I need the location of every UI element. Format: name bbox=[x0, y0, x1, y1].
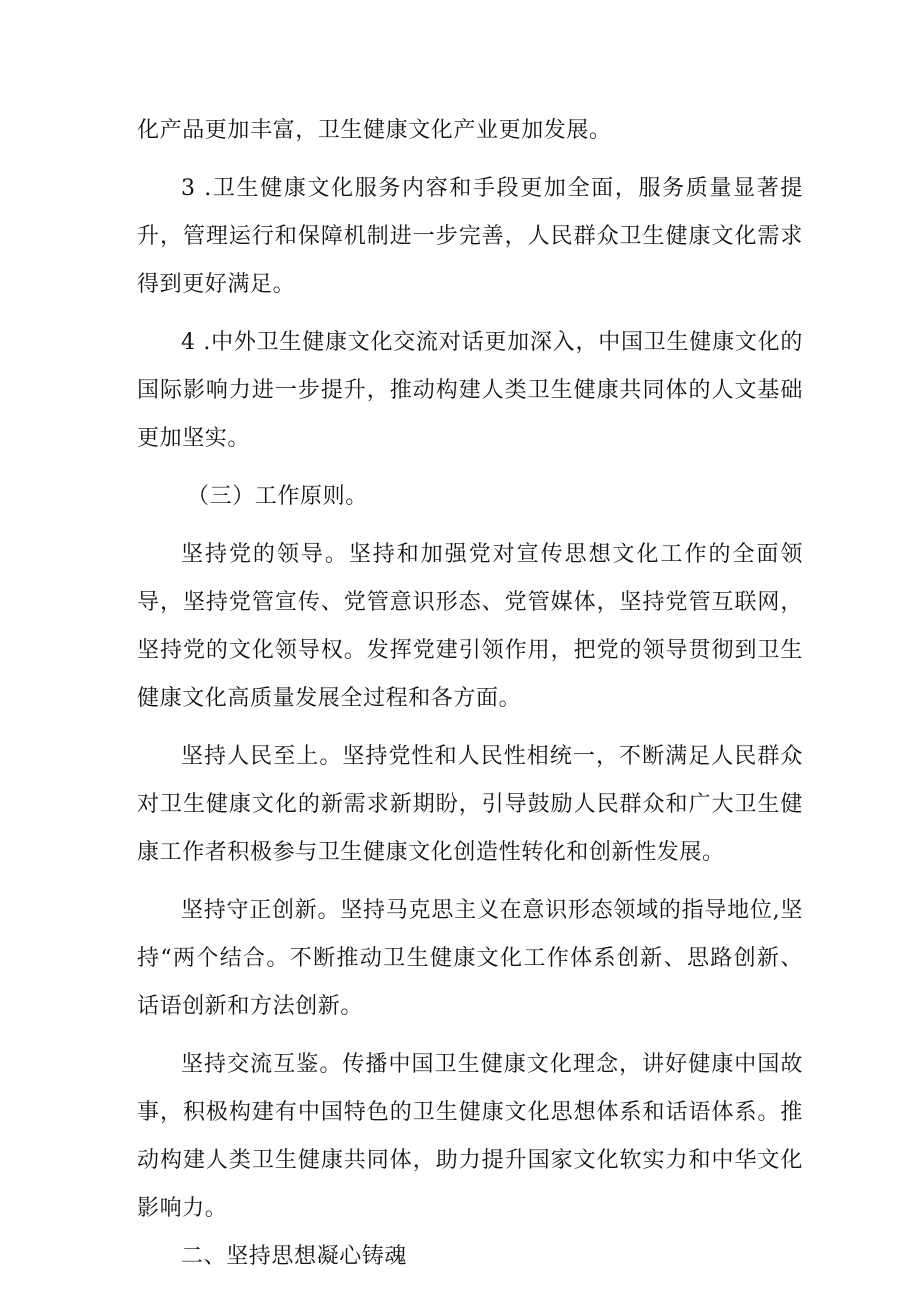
section-heading-work-principles: （三）工作原则。 bbox=[187, 484, 368, 509]
paragraph-party-leadership: 坚持党的领导。坚持和加强党对宣传思想文化工作的全面领导，坚持党管宣传、党管意识形态、党管媒体，坚持党管互联网，坚持党的文化领导权。发挥党建引领作用，把党的领导贯彻到卫生健康文化高质量发展全过程和各方面。 bbox=[137, 542, 803, 711]
paragraph-exchange: 坚持交流互鉴。传播中国卫生健康文化理念，讲好健康中国故事，积极构建有中国特色的卫生健康文化思想体系和话语体系。推动构建人类卫生健康共同体，助力提升国家文化软实力和中华文化影响力。 bbox=[137, 1052, 803, 1221]
paragraph-item-3: 3 .卫生健康文化服务内容和手段更加全面，服务质量显著提升，管理运行和保障机制进一步完善，人民群众卫生健康文化需求得到更好满足。 bbox=[137, 176, 803, 297]
paragraph-item-4: 4 .中外卫生健康文化交流对话更加深入，中国卫生健康文化的国际影响力进一步提升，推动构建人类卫生健康共同体的人文基础更加坚实。 bbox=[137, 330, 803, 451]
paragraph-innovation: 坚持守正创新。坚持马克思主义在意识形态领域的指导地位,坚持“两个结合。不断推动卫生健康文化工作体系创新、思路创新、话语创新和方法创新。 bbox=[137, 898, 803, 1019]
document-body bbox=[137, 107, 803, 1281]
section-heading-chapter-two: 二、坚持思想凝心铸魂 bbox=[181, 1244, 408, 1269]
paragraph-people-first: 坚持人民至上。坚持党性和人民性相统一，不断满足人民群众对卫生健康文化的新需求新期盼，引导鼓励人民群众和广大卫生健康工作者积极参与卫生健康文化创造性转化和创新性发展。 bbox=[137, 744, 803, 865]
paragraph-continuation: 化产品更加丰富，卫生健康文化产业更加发展。 bbox=[137, 118, 612, 143]
